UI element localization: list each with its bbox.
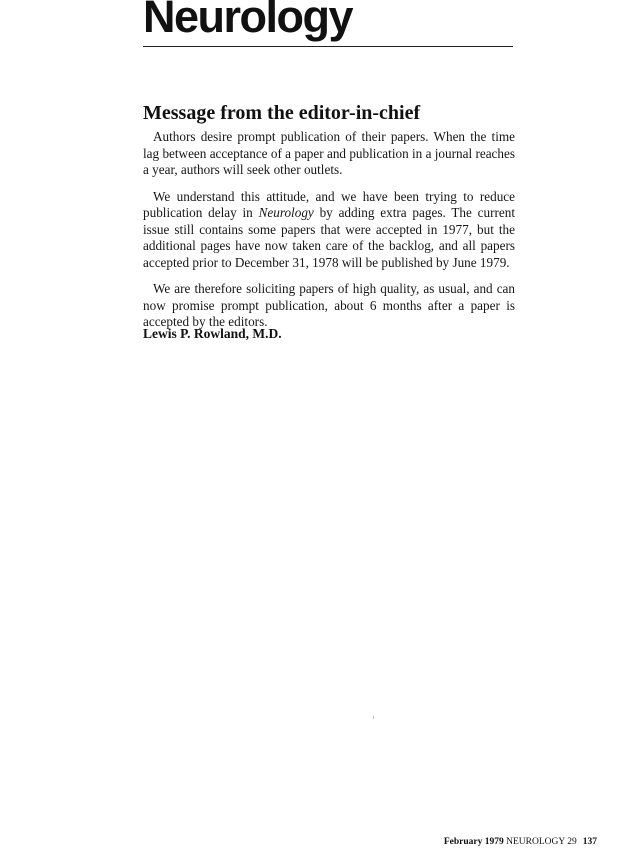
- paragraph-1: Authors desire prompt publication of their papers. When the time lag between acceptance of a paper and publication in a journal reaches a year, authors will seek other outlets.: [143, 129, 515, 177]
- footer-date: February 1979: [443, 837, 504, 847]
- paragraph-2-before: We understand this attitude, and we have been trying to reduce publication delay in: [143, 188, 515, 220]
- scan-speck: [373, 716, 374, 719]
- footer-journal: NEUROLOGY 29: [506, 837, 577, 847]
- masthead-rule: [143, 46, 513, 47]
- article-body: [143, 129, 515, 341]
- page-number: 137: [582, 837, 597, 847]
- journal-name: Neurology: [143, 0, 353, 42]
- paragraph-2: [143, 189, 515, 272]
- paragraph-2-after: by adding extra pages. The current issue still contains some papers that were accepted in 1977, but the additional pages have now taken care of the backlog, and all papers accepted prior to December 31, 1978 will be published by June 1979.: [143, 205, 515, 270]
- page-footer: [444, 836, 597, 848]
- signature: Lewis P. Rowland, M.D.: [143, 326, 282, 341]
- masthead: [143, 0, 513, 52]
- article-heading: Message from the editor-in-chief: [143, 102, 421, 124]
- paragraph-3: We are therefore soliciting papers of high quality, as usual, and can now promise prompt publication, about 6 months after a paper is accepted by the editors.: [143, 281, 515, 329]
- journal-title-emphasis: Neurology: [258, 205, 314, 220]
